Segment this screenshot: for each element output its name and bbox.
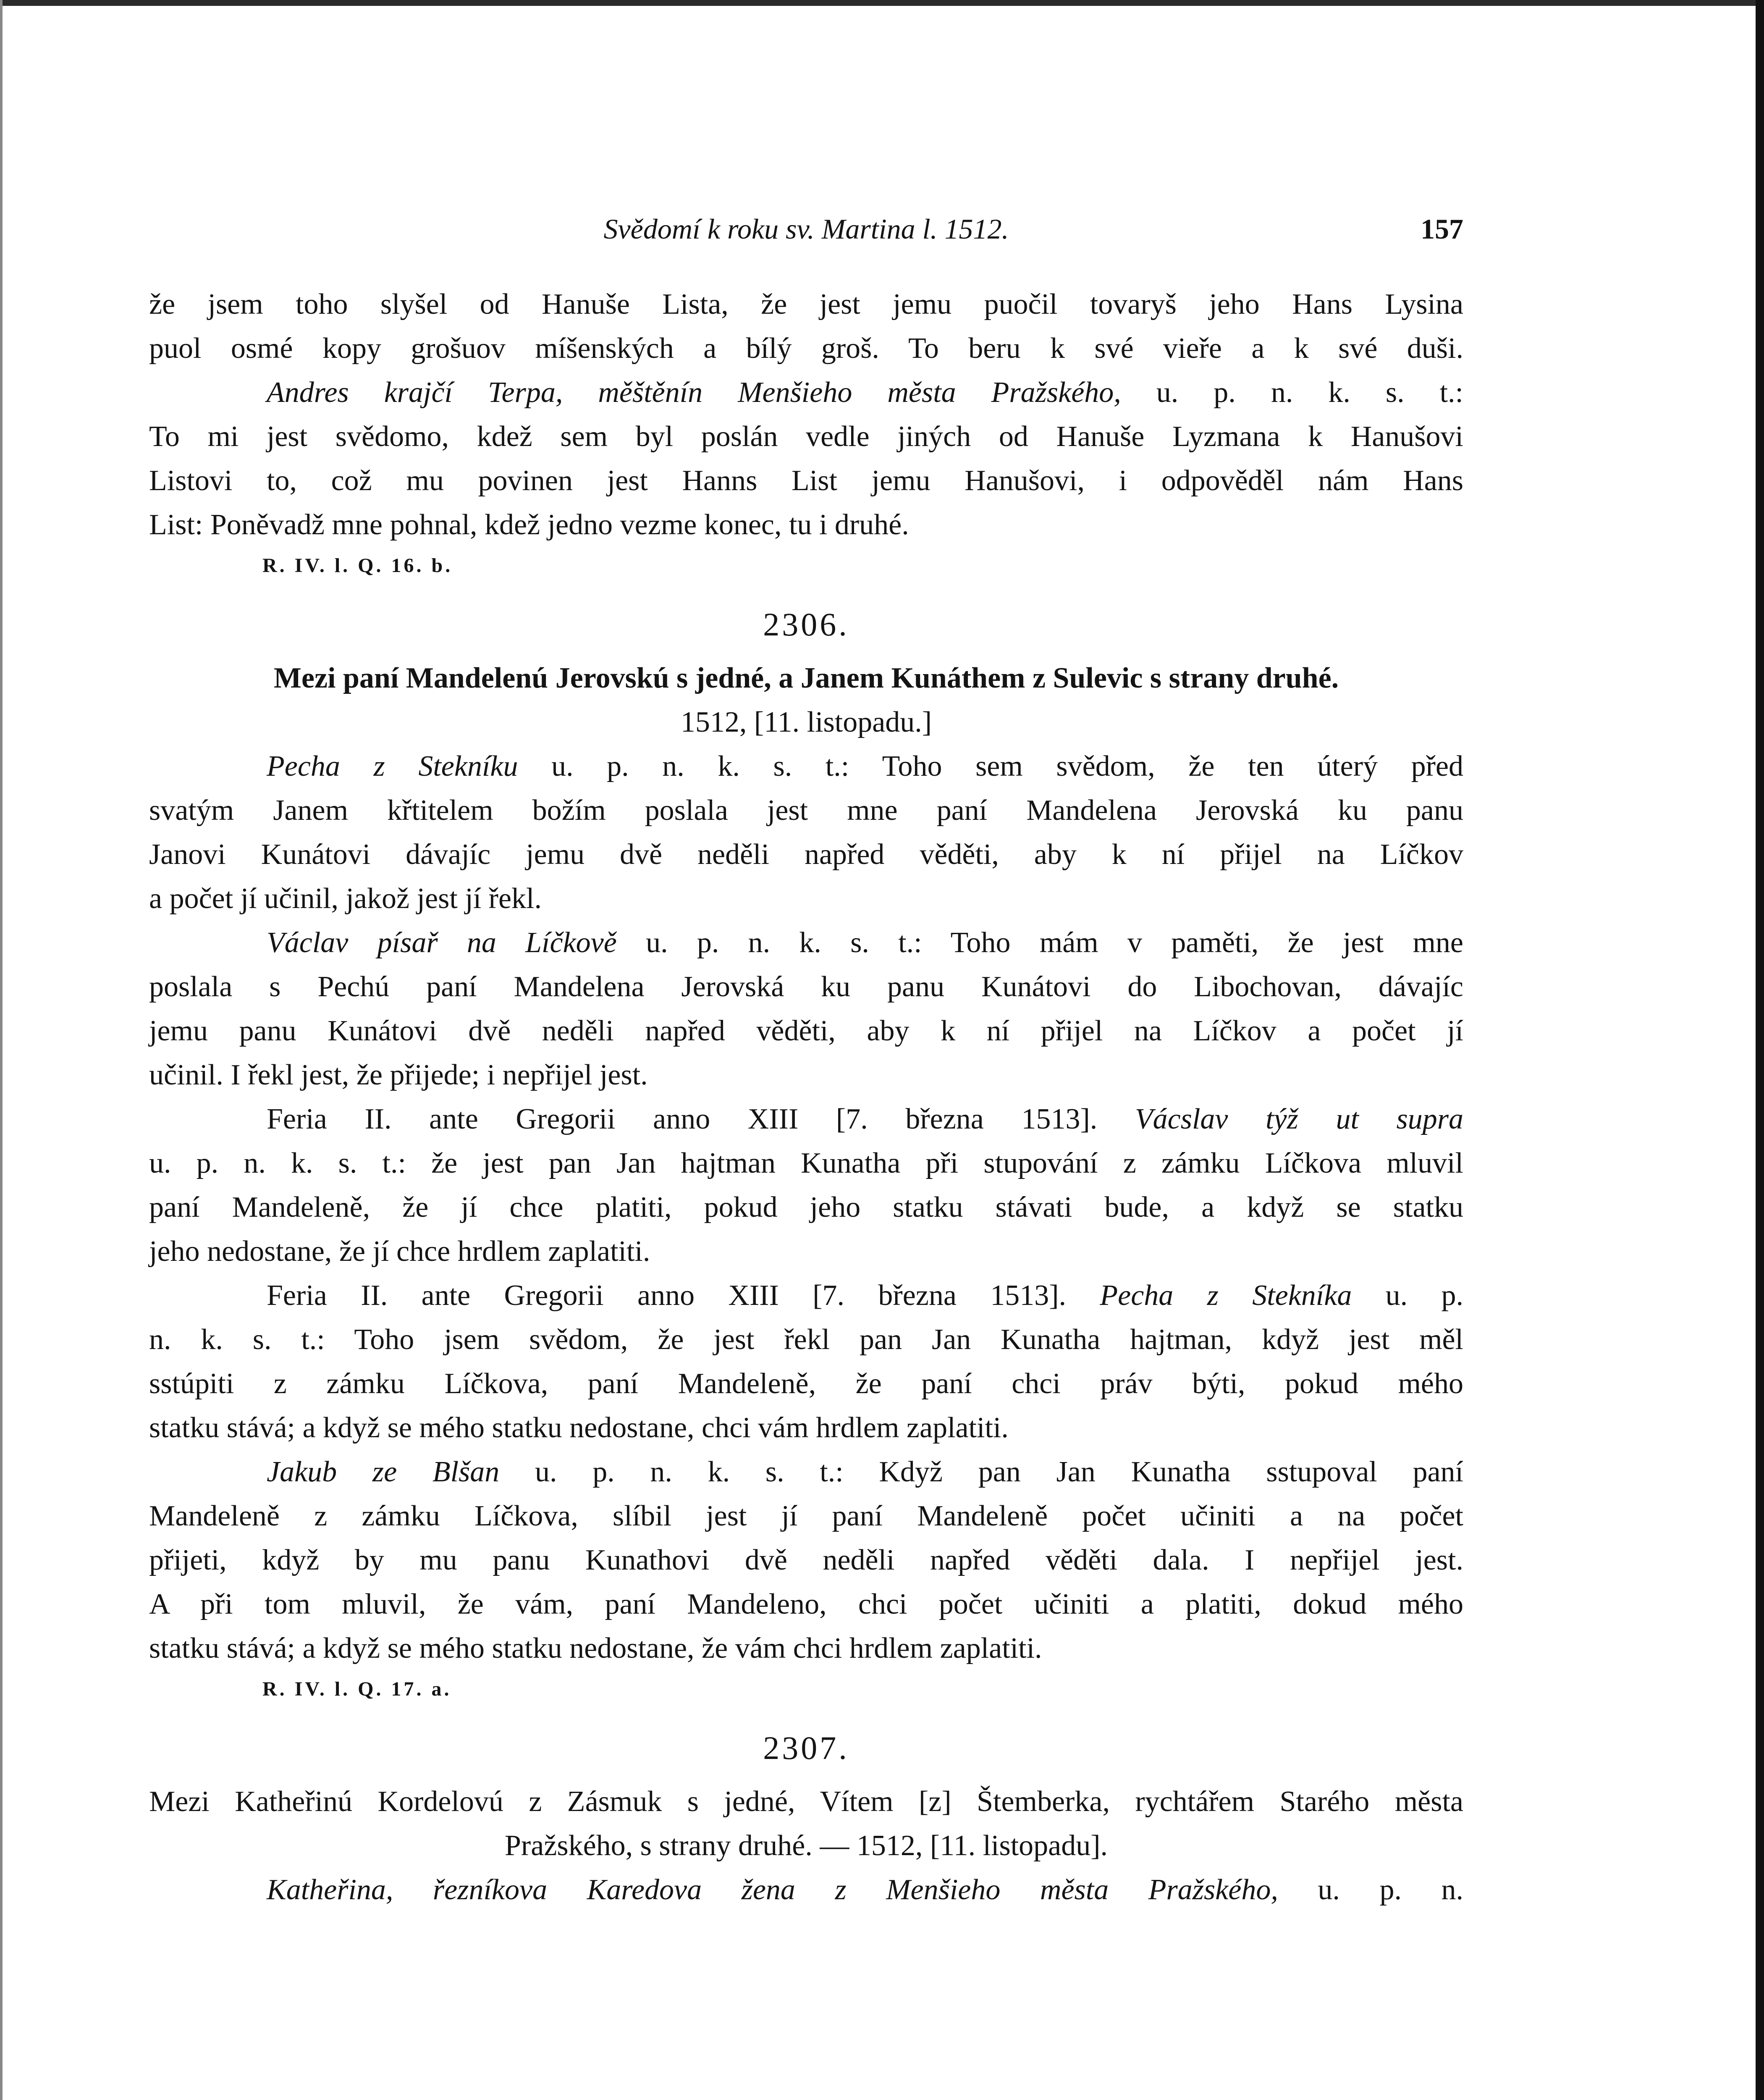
- text-line: jeho nedostane, že jí chce hrdlem zaplatiti.: [149, 1235, 650, 1268]
- document-heading: Mezi Katheřinú Kordelovú z Zásmuk s jedné, Vítem [z] Štemberka, rychtářem Starého města: [149, 1785, 1463, 1818]
- text-line: přijeti, když by mu panu Kunathovi dvě neděli napřed věděti dala. I nepřijel jest.: [149, 1544, 1463, 1576]
- text-line: List: Poněvadž mne pohnal, kdež jedno vezme konec, tu i druhé.: [149, 509, 909, 541]
- text-fragment: u. p. n. k. s. t.: Když pan Jan Kunatha sstupoval paní: [499, 1456, 1463, 1488]
- witness-name: Vácslav týž ut supra: [1097, 1103, 1463, 1135]
- text-line: že jsem toho slyšel od Hanuše Lista, že jest jemu puočil tovaryš jeho Hans Lysina: [149, 288, 1463, 320]
- document-heading: Mezi paní Mandelenú Jerovskú s jedné, a Janem Kunáthem z Sulevic s strany druhé.: [273, 662, 1339, 694]
- text-line: [149, 370, 1463, 415]
- witness-name: Jakub ze Blšan: [267, 1456, 500, 1488]
- text-fragment: Feria II. ante Gregorii anno XIII [7. března 1513].: [267, 1103, 1098, 1135]
- text-line: svatým Janem křtitelem božím poslala jest mne paní Mandelena Jerovská ku panu: [149, 794, 1463, 827]
- text-line: sstúpiti z zámku Líčkova, paní Mandeleně, že paní chci práv býti, pokud mého: [149, 1368, 1463, 1400]
- document-date: 1512, [11. listopadu.]: [680, 706, 932, 738]
- text-fragment: u. p.: [1352, 1279, 1464, 1312]
- text-line: [149, 1450, 1463, 1494]
- source-reference: R. IV. l. Q. 17. a.: [262, 1678, 452, 1700]
- text-line: a počet jí učinil, jakož jest jí řekl.: [149, 882, 542, 915]
- text-line: puol osmé kopy grošuov míšenských a bílý groš. To beru k své vieře a k své duši.: [149, 332, 1463, 365]
- page-body: [149, 282, 1463, 1912]
- running-title: Svědomí k roku sv. Martina l. 1512.: [603, 213, 1009, 245]
- page-header: [149, 206, 1463, 252]
- text-line: n. k. s. t.: Toho jsem svědom, že jest řekl pan Jan Kunatha hajtman, když jest měl: [149, 1323, 1463, 1356]
- text-fragment: u. p. n. k. s. t.: Toho mám v paměti, že jest mne: [616, 927, 1463, 959]
- text-line: statku stává; a když se mého statku nedostane, chci vám hrdlem zaplatiti.: [149, 1412, 1009, 1444]
- witness-name: Andres krajčí Terpa, měštěnín Menšieho města Pražského,: [267, 376, 1121, 409]
- scan-edge-left: [0, 0, 3, 2100]
- page-number: 157: [1421, 213, 1463, 245]
- text-line: u. p. n. k. s. t.: že jest pan Jan hajtman Kunatha při stupování z zámku Líčkova mluvil: [149, 1147, 1463, 1179]
- text-line: [149, 1097, 1463, 1141]
- source-reference: R. IV. l. Q. 16. b.: [262, 554, 453, 577]
- text-line: [149, 921, 1463, 965]
- text-line: Mandeleně z zámku Líčkova, slíbil jest jí paní Mandeleně počet učiniti a na počet: [149, 1500, 1463, 1532]
- witness-name: Katheřina, řezníkova Karedova žena z Menšieho města Pražského,: [267, 1874, 1278, 1906]
- text-line: [149, 1273, 1463, 1318]
- text-line: poslala s Pechú paní Mandelena Jerovská ku panu Kunátovi do Libochovan, dávajíc: [149, 971, 1463, 1003]
- text-line: učinil. I řekl jest, že přijede; i nepřijel jest.: [149, 1059, 648, 1091]
- document-number: 2307.: [763, 1730, 849, 1766]
- document-heading: Pražského, s strany druhé. — 1512, [11. listopadu].: [504, 1830, 1108, 1862]
- witness-name: Pecha z Stekníka: [1066, 1279, 1352, 1312]
- text-line: A při tom mluvil, že vám, paní Mandeleno, chci počet učiniti a platiti, dokud mého: [149, 1588, 1463, 1620]
- text-line: Listovi to, což mu povinen jest Hanns List jemu Hanušovi, i odpověděl nám Hans: [149, 465, 1463, 497]
- text-line: statku stává; a když se mého statku nedostane, že vám chci hrdlem zaplatiti.: [149, 1632, 1042, 1664]
- text-line: jemu panu Kunátovi dvě neděli napřed věděti, aby k ní přijel na Líčkov a počet jí: [149, 1015, 1463, 1047]
- witness-name: Pecha z Stekníku: [267, 750, 518, 782]
- text-line: To mi jest svědomo, kdež sem byl poslán vedle jiných od Hanuše Lyzmana k Hanušovi: [149, 420, 1463, 453]
- scan-edge-right: [1756, 0, 1764, 2100]
- document-number: 2306.: [763, 606, 849, 643]
- formula: u. p. n. k. s. t.:: [1121, 376, 1463, 409]
- text-line: [149, 1868, 1463, 1912]
- text-line: [149, 744, 1463, 788]
- text-fragment: Feria II. ante Gregorii anno XIII [7. března 1513].: [267, 1279, 1067, 1312]
- witness-name: Václav písař na Líčkově: [267, 927, 617, 959]
- text-line: Janovi Kunátovi dávajíc jemu dvě neděli napřed věděti, aby k ní přijel na Líčkov: [149, 838, 1463, 871]
- text-fragment: u. p. n. k. s. t.: Toho sem svědom, že ten úterý před: [518, 750, 1463, 782]
- text-fragment: u. p. n.: [1278, 1874, 1463, 1906]
- text-line: paní Mandeleně, že jí chce platiti, pokud jeho statku stávati bude, a když se statku: [149, 1191, 1463, 1223]
- scan-edge-top: [0, 0, 1764, 6]
